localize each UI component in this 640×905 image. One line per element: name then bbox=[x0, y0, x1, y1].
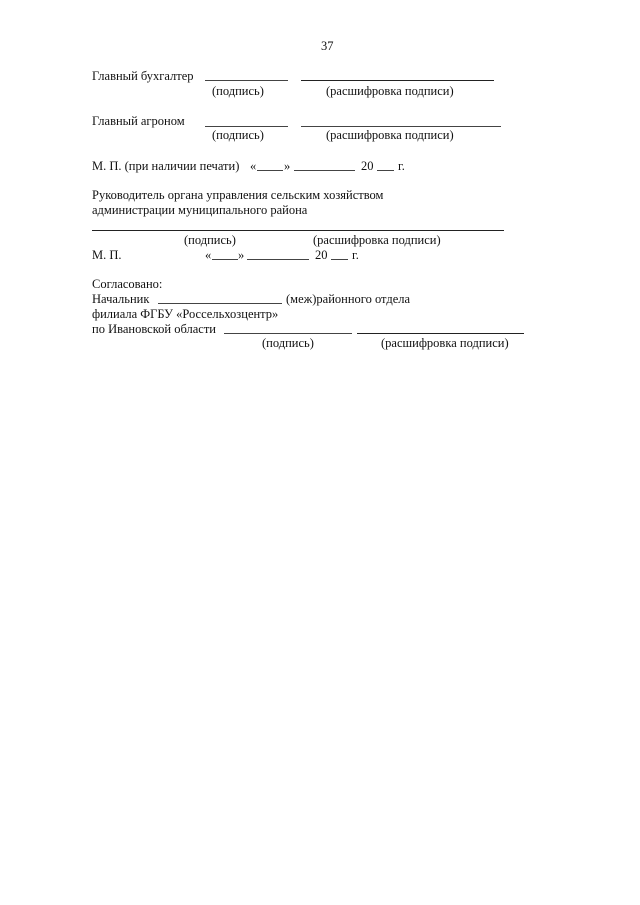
date-year-line bbox=[377, 170, 394, 171]
stamp-label: М. П. (при наличии печати) bbox=[92, 159, 240, 173]
head-date-month-line bbox=[247, 259, 309, 260]
chief-accountant-label: Главный бухгалтер bbox=[92, 69, 194, 83]
head-date-year-prefix: 20 bbox=[315, 248, 328, 262]
agreed-transcript-caption: (расшифровка подписи) bbox=[381, 336, 509, 350]
head-title-line2: администрации муниципального района bbox=[92, 203, 308, 217]
chief-agronomist-transcript-line bbox=[301, 126, 501, 127]
page-number: 37 bbox=[321, 39, 334, 53]
chief-accountant-transcript-caption: (расшифровка подписи) bbox=[326, 84, 454, 98]
agreed-label: Согласовано: bbox=[92, 277, 163, 291]
head-date-year-line bbox=[331, 259, 348, 260]
chief-accountant-transcript-line bbox=[301, 80, 494, 81]
agreed-region-line: по Ивановской области bbox=[92, 322, 216, 336]
agreed-signature-caption: (подпись) bbox=[262, 336, 314, 350]
head-date-year-suffix: г. bbox=[352, 248, 359, 262]
agreed-chief-label: Начальник bbox=[92, 292, 150, 306]
chief-agronomist-label: Главный агроном bbox=[92, 114, 185, 128]
head-date-quote-close: » bbox=[238, 248, 245, 262]
head-signature-caption: (подпись) bbox=[184, 233, 236, 247]
chief-agronomist-signature-line bbox=[205, 126, 288, 127]
head-transcript-caption: (расшифровка подписи) bbox=[313, 233, 441, 247]
head-stamp-label: М. П. bbox=[92, 248, 122, 262]
date-quote-open: « bbox=[250, 159, 257, 173]
head-date-day-line bbox=[212, 259, 238, 260]
head-signature-line bbox=[92, 230, 504, 231]
agreed-transcript-line bbox=[357, 333, 524, 334]
chief-accountant-signature-caption: (подпись) bbox=[212, 84, 264, 98]
date-year-suffix: г. bbox=[398, 159, 405, 173]
chief-agronomist-signature-caption: (подпись) bbox=[212, 128, 264, 142]
agreed-dept-label: (меж)районного отдела bbox=[286, 292, 411, 306]
date-day-line bbox=[257, 170, 283, 171]
date-year-prefix: 20 bbox=[361, 159, 374, 173]
head-date-quote-open: « bbox=[205, 248, 212, 262]
date-month-line bbox=[294, 170, 355, 171]
agreed-chief-line bbox=[158, 303, 282, 304]
agreed-branch-line: филиала ФГБУ «Россельхозцентр» bbox=[92, 307, 279, 321]
head-title-line1: Руководитель органа управления сельским хозяйством bbox=[92, 188, 384, 202]
agreed-signature-line bbox=[224, 333, 352, 334]
chief-agronomist-transcript-caption: (расшифровка подписи) bbox=[326, 128, 454, 142]
chief-accountant-signature-line bbox=[205, 80, 288, 81]
date-quote-close: » bbox=[284, 159, 291, 173]
